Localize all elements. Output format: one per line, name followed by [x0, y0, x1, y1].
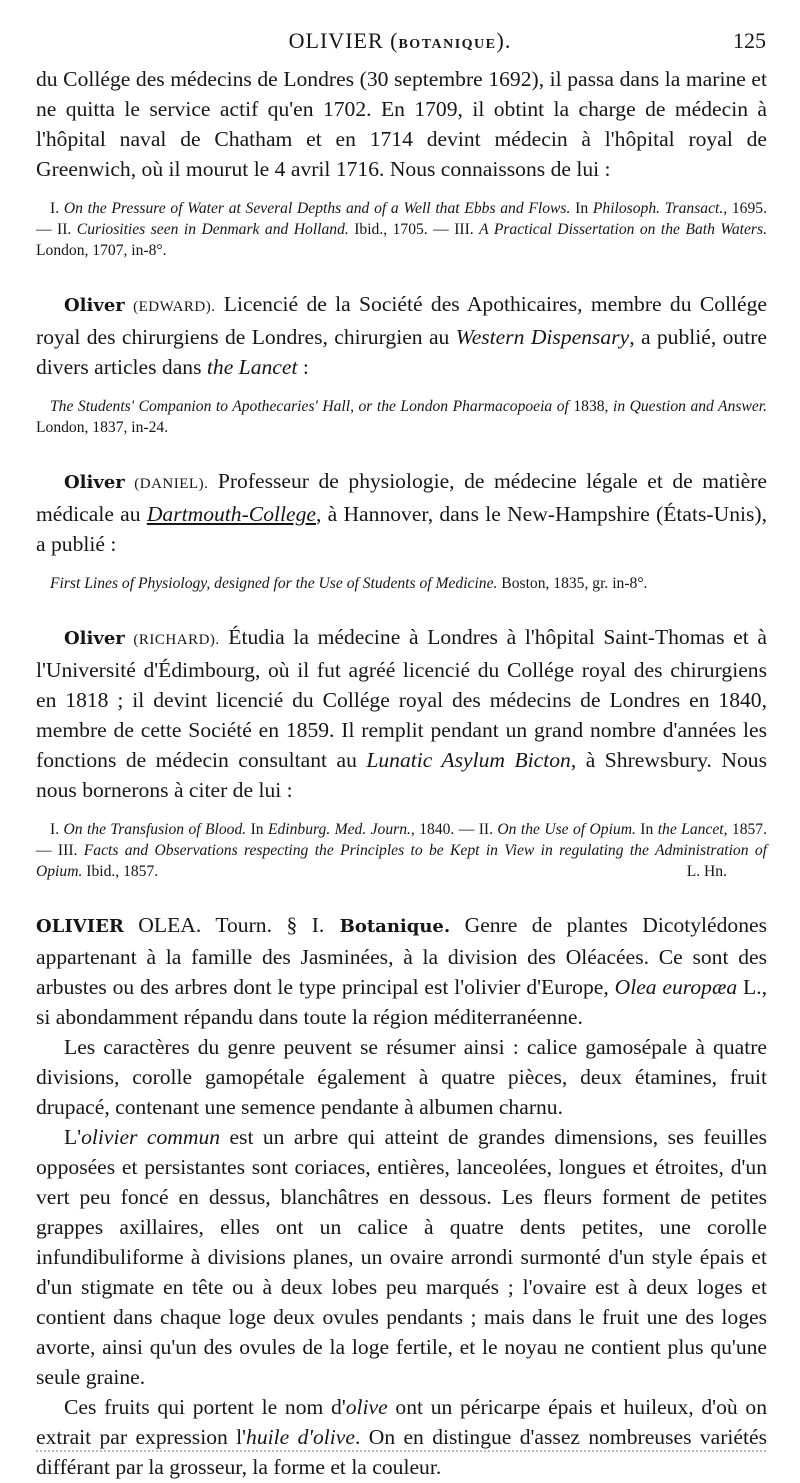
ref-text: Boston, 1835, gr. in-8°.	[497, 575, 648, 592]
ref-title: Curiosities seen in Denmark and Holland.	[76, 221, 349, 238]
ref-text: , 1695. — II.	[36, 200, 767, 238]
ref-title: On the Transfusion of Blood.	[63, 821, 247, 838]
olivier-paragraph-3	[36, 1122, 767, 1392]
ref-text: London, 1837, in-24.	[36, 419, 169, 436]
edward-reference	[36, 396, 767, 438]
entry-italic: Western Dispensary	[455, 325, 630, 349]
ref-text: or	[353, 398, 377, 415]
ref-text: Ibid., 1857.	[82, 863, 159, 880]
entry-text: ont un péricarpe épais et huileux, d'où on extrait par expression l'	[36, 1395, 767, 1449]
author-signature: L. Hn.	[686, 863, 727, 880]
entry-text: :	[297, 355, 309, 379]
entry-text: est un arbre qui atteint de grandes dimensions, ses feuilles opposées et persistantes sont coriaces, entières, lanceolées, longues et étroites, d'un vert peu foncé en dessus, blanchâtres en dessous. Les fleurs forment de petites grappes axillaires, elles ont un calice à quatre dents petites, une corolle infundibuliforme à divisions planes, un ovaire arrondi surmonté d'un style épais et d'un stigmate en tête ou à deux lobes peu marqués ; l'ovaire est à deux loges et contient dans chaque loge deux ovules pendants ; mais dans le fruit une des loges avorte, ainsi qu'un des ovules de la loge fertile, et le noyau ne contient plus qu'une seule graine.	[36, 1125, 767, 1389]
title-end: ).	[496, 28, 512, 53]
entry-italic: huile d'olive	[246, 1425, 355, 1449]
running-header	[0, 28, 800, 62]
entry-headword: Oliver	[64, 295, 125, 316]
running-title	[0, 28, 800, 54]
ref-text: , 1857. — III.	[36, 821, 767, 859]
ref-text: In	[246, 821, 268, 838]
entry-text: Ces fruits qui portent le nom d'	[64, 1395, 346, 1419]
entry-text: L'	[64, 1125, 82, 1149]
entry-text: Professeur de physiologie, de médecine légale et de matière médicale au	[36, 469, 767, 526]
entry-italic: olivier commun	[81, 1125, 221, 1149]
entry-oliver-richard	[36, 622, 767, 805]
olivier-paragraph-4	[36, 1392, 767, 1482]
entry-italic: Dartmouth-College	[146, 502, 316, 526]
entry-text: , a publié, outre divers articles dans	[36, 325, 767, 379]
ref-text: In	[575, 200, 589, 217]
ref-text: 1838,	[568, 398, 609, 415]
intro-references	[36, 198, 767, 261]
entry-given-name: (EDWARD).	[133, 299, 216, 315]
entry-headword: Oliver	[64, 472, 125, 493]
title-small-caps: BOTANIQUE	[398, 37, 497, 52]
entry-headword: Oliver	[64, 628, 125, 649]
entry-text: Étudia la médecine à Londres à l'hôpital Saint-Thomas et à l'Université d'Édimbourg, où il fut agréé licencié du Collége royal des chirurgiens en 1818 ; il devint licencié du Collége royal des médecins de Londres en 1840, membre de cette Société en 1859. Il remplit pendant un grand nombre d'années les fonctions de médecin consultant au	[36, 625, 767, 772]
ref-journal: Philosoph. Transact.	[592, 200, 724, 217]
ref-title: Facts and Observations respecting the Principles to be Kept in View in regulating the Administration of Opium.	[36, 842, 767, 880]
section-mark: § I.	[286, 913, 325, 937]
entry-given-name: (DANIEL).	[134, 476, 209, 492]
title-main: OLIVIER (	[288, 28, 399, 53]
ref-title: the London Pharmacopoeia of	[376, 398, 569, 415]
page-number: 125	[733, 28, 766, 53]
richard-references	[36, 819, 767, 882]
entry-text: , à Hannover, dans le New-Hampshire (États-Unis), a publié :	[36, 502, 767, 556]
entry-text: L., si abondamment répandu dans toute la région méditerranéenne.	[36, 975, 768, 1029]
ref-title: A Practical Dissertation on the Bath Waters.	[479, 221, 767, 238]
entry-italic: Olea europæa	[614, 975, 738, 999]
daniel-reference	[36, 573, 767, 594]
entry-italic: Lunatic Asylum Bicton	[366, 748, 571, 772]
ref-title: in Question and Answer.	[612, 398, 768, 415]
entry-italic: the Lancet	[206, 355, 298, 379]
page-bottom-bleed	[36, 1440, 766, 1452]
ref-title: The Students' Companion to Apothecaries' Hall,	[50, 398, 354, 415]
entry-given-name: (RICHARD).	[133, 632, 220, 648]
entry-text: . On en distingue d'assez nombreuses variétés différant par la grosseur, la forme et la couleur.	[36, 1425, 767, 1479]
ref-title: First Lines of Physiology, designed for the Use of Students of Medicine.	[50, 575, 498, 592]
ref-title: On the Use of Opium.	[497, 821, 636, 838]
ref-text: In	[635, 821, 658, 838]
entry-headword: OLIVIER	[36, 916, 124, 937]
entry-text: Genre de plantes Dicotylédones appartenant à la famille des Jasminées, à la division des Oléacées. Ce sont des arbustes ou des arbres dont le type principal est l'olivier d'Europe,	[36, 913, 768, 999]
entry-oliver-daniel	[36, 466, 767, 559]
olivier-paragraph-2: Les caractères du genre peuvent se résumer ainsi : calice gamosépale à quatre divisions, corolle gamopétale également à quatre pièces, deux étamines, fruit drupacé, contenant une semence pendante à albumen charnu.	[36, 1035, 767, 1119]
intro-paragraph: du Collége des médecins de Londres (30 septembre 1692), il passa dans la marine et ne quitta le service actif qu'en 1702. En 1709, il obtint la charge de médecin à l'hôpital naval de Chatham et en 1714 devint médecin à l'hôpital royal de Greenwich, où il mourut le 4 avril 1716. Nous connaissons de lui :	[36, 67, 767, 181]
ref-text: Ibid., 1705. — III.	[354, 221, 474, 238]
ref-num: I.	[50, 200, 60, 217]
ref-text: London, 1707, in-8°.	[36, 242, 167, 259]
ref-journal: Edinburg. Med. Journ.	[267, 821, 411, 838]
entry-latin: OLEA. Tourn.	[123, 913, 287, 937]
ref-journal: the Lancet	[657, 821, 724, 838]
entry-text: Licencié de la Société des Apothicaires, membre du Collége royal des chirurgiens de Londres, chirurgien au	[36, 292, 768, 349]
ref-title: On the Pressure of Water at Several Depths and of a Well that Ebbs and Flows.	[63, 200, 571, 217]
section-title: Botanique.	[324, 916, 451, 937]
entry-oliver-edward	[36, 289, 767, 382]
ref-num: I.	[50, 821, 60, 838]
entry-olivier	[36, 910, 767, 1032]
entry-italic: olive	[345, 1395, 388, 1419]
entry-text: , à Shrewsbury. Nous nous bornerons à citer de lui :	[36, 748, 767, 802]
page-body	[36, 64, 767, 1482]
ref-text: , 1840. — II.	[410, 821, 493, 838]
